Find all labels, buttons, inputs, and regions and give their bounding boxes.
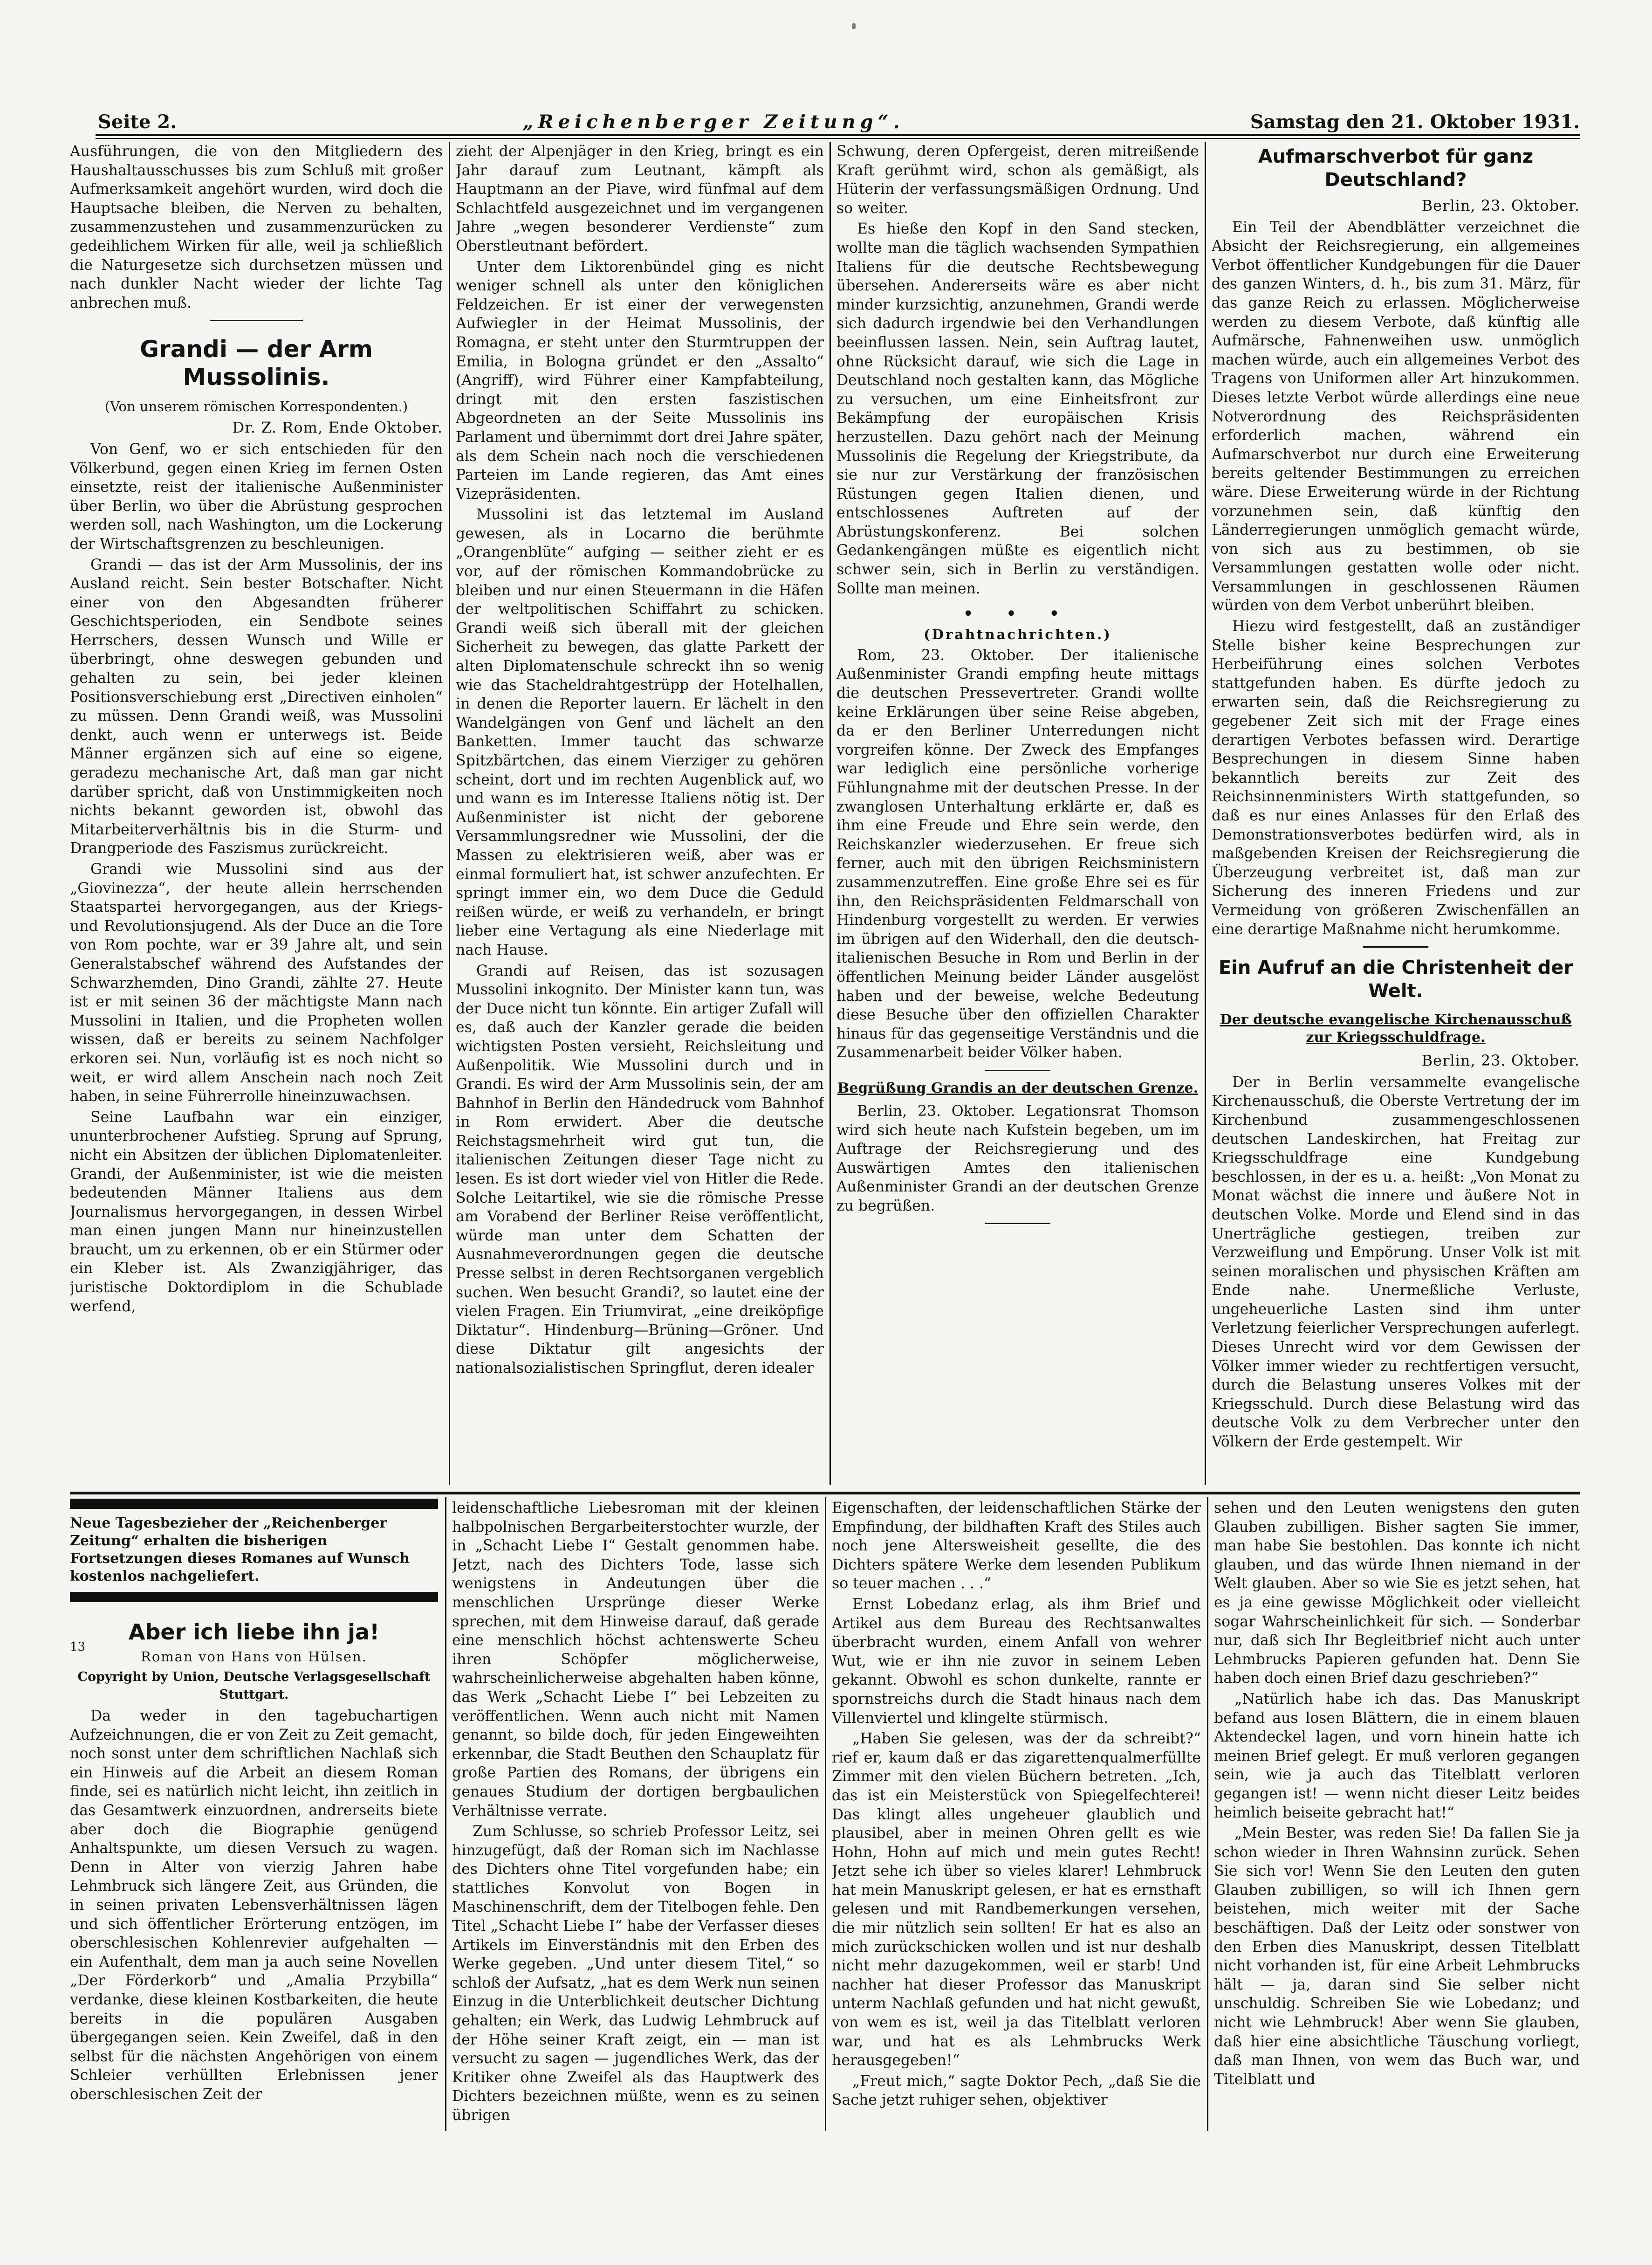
- novel-col1: [70, 1499, 438, 2133]
- column-divider: [445, 1497, 446, 2131]
- paragraph: Zum Schlusse, so schrieb Professor Leitz, sei hinzugefügt, daß der Roman sich im Nachlasse des Dichters ohne Titel vorgefunden habe; ein stattliches Konvolut von Bogen in Maschinenschrift, dem der Titelbogen fehle. Den Titel „Schacht Liebe I“ habe der Verfasser dieses Artikels im Einverständnis mit den Erben des Werke gegeben. „Und unter diesem Titel,“ so schloß der Aufsatz, „hat es dem Werk nun seinen Einzug in die Unterblichkeit deutscher Dichtung gehalten; ein Werk, das Ludwig Lehmbruck auf der Höhe seiner Kraft zeigt, ein — man ist versucht zu sagen — jugendliches Werk, das der Kritiker ohne Zweifel als das Hauptwerk des Dichters bezeichnen müßte, wenn es zu seinen übrigen: [452, 1823, 819, 2124]
- paragraph: „Mein Bester, was reden Sie! Da fallen Sie ja schon wieder in Ihren Wahnsinn zurück. Sehen Sie sich vor! Wenn Sie den Leuten den guten Glauben zubilligen, so will ich Ihnen gern beistehen, mich weiter mit der Sache beschäftigen. Daß der Leitz oder sonstwer von den Erben dies Manuskript, dessen Titelblatt nicht vorhanden ist, für eine Arbeit Lehmbrucks hält — ja, daran sind Sie selber nicht unschuldig. Schreiben Sie wie Lobedanz; und nicht wie Lehmbruck! Aber wenn Sie glauben, daß hier eine absichtliche Täuschung vorliegt, daß man Ihnen, von wem das Buch war, und Titelblatt und: [1214, 1825, 1580, 2088]
- paragraph: Seine Laufbahn war ein einziger, ununterbrochener Aufstieg. Sprung auf Sprung, nicht ein Absitzen der üblichen Diplomatenleiter. Grandi, der Außenminister, ist wie die meisten bedeutenden Männer Italiens aus dem Journalismus hervorgegangen, in dessen Wirbel man einen jungen Mann nur hineinzustellen braucht, um zu erkennen, ob er ein Stürmer oder ein Kleber ist. Als Zwanzigjähriger, das juristische Doktordiplom in die Schublade werfend,: [70, 1108, 443, 1315]
- header-rule: [96, 134, 1580, 136]
- column-divider: [1205, 142, 1206, 1485]
- novel-col4: [1214, 1499, 1580, 2133]
- paragraph: zieht der Alpenjäger in den Krieg, bringt es ein Jahr darauf zum Leutnant, kämpft als Hauptmann an der Piave, wird fünfmal auf dem Schlachtfeld ausgezeichnet und im vergangenen Jahre „wegen besonderer Verdienste“ zum Oberstleutnant befördert.: [456, 143, 824, 255]
- novel-header: [70, 1619, 438, 1654]
- headline-aufmarschverbot: Aufmarschverbot für ganz Deutschland?: [1258, 146, 1534, 191]
- paragraph: Schwung, deren Opfergeist, deren mitreißende Kraft gerühmt wird, schon als gemäßigt, als Hüterin der verfassungsmäßigen Ordnung. Und so weiter.: [836, 143, 1199, 217]
- wire-header: (Drahtnachrichten.): [924, 626, 1112, 642]
- subheadline-kirchenausschuss: Der deutsche evangelische Kirchenausschuß zur Kriegsschuldfrage.: [1220, 1012, 1572, 1046]
- paragraph: Mussolini ist das letztemal im Ausland gewesen, als in Locarno die berühmte „Orangenblüte“ aufging — seither zieht er es vor, auf der römischen Kommandobrücke zu bleiben und nur einen Steuermann in die Häfen der weltpolitischen Schiffahrt zu schicken. Grandi weiß sich überall mit der gleichen Sicherheit zu bewegen, das glatte Parkett der alten Diplomatenschule schreckt ihn so wenig wie das Stacheldrahtgestrüpp der Hotelhallen, in denen die Reporter lauern. Er lächelt in den Wandelgängen von Genf und lächelt an den Banketten. Immer taucht das schwarze Spitzbärtchen, das einem Vierziger zu gehören scheint, dort und im rechten Augenblick auf, wo und wann es im Interesse Italiens nötig ist. Der Außenminister ist nicht der geborene Versammlungsredner wie Mussolini, der die Massen zu elektrisieren weiß, aber was er einmal formuliert hat, ist schwer anzufechten. Er springt immer ein, wo dem Duce die Geduld reißen würde, er weiß zu verhandeln, er bringt lieber eine Vertagung als eine Niederlage mit nach Hause.: [456, 506, 824, 958]
- column-divider: [825, 1497, 826, 2131]
- subscription-notice: Neue Tagesbezieher der „Reichenberger Zeitung“ erhalten die bisherigen Fortsetzungen dieses Romanes auf Wunsch kostenlos nachgeliefert.: [70, 1515, 410, 1584]
- article-aufmarschverbot: [1212, 142, 1580, 1485]
- paper-mark: [852, 23, 856, 29]
- column-divider: [829, 142, 831, 1485]
- issue-date: Samstag den 21. Oktober 1931.: [1250, 111, 1580, 133]
- paragraph: Berlin, 23. Oktober. Legationsrat Thomson wird sich heute nach Kufstein begeben, um im Auftrage der Reichsregierung und des Auswärtigen Amtes den italienischen Außenminister Grandi an der deutschen Grenze zu begrüßen.: [836, 1102, 1199, 1214]
- paragraph: „Freut mich,“ sagte Doktor Pech, „daß Sie die Sache jetzt ruhiger sehen, objektiver: [832, 2072, 1201, 2109]
- paragraph: Ernst Lobedanz erlag, als ihm Brief und Artikel aus dem Bureau des Rechtsanwaltes überbracht wurden, einem Anfall von wehrer Wut, wie er ihn nie zuvor in seinem Leben gekannt. Obwohl es schon dunkelte, rannte er spornstreichs durch die Stadt hinaus nach dem Villenviertel und klingelte stürmisch.: [832, 1596, 1201, 1727]
- notice-bar: [70, 1592, 438, 1602]
- paragraph: Hiezu wird festgestellt, daß an zuständiger Stelle bisher keine Besprechungen zur Herbeiführung eines solchen Verbotes stattgefunden haben. Es dürfte jedoch zu erwarten sein, daß die Reichsregierung zu gegebener Zeit sich mit der Frage eines derartigen Verbotes befassen wird. Derartige Besprechungen in diesem Sinne haben bekanntlich bereits zur Zeit des Reichsinnenministers Wirth stattgefunden, so daß es nur eines Anlasses für den Erlaß des Demonstrationsverbotes bedürfen wird, als in maßgebenden Kreisen der Reichsregierung die Überzeugung verbreitet ist, daß man zur Sicherung des inneren Friedens und zur Vermeidung von größeren Zwischenfällen an eine derartige Maßnahme nicht herumkomme.: [1212, 618, 1580, 938]
- dateline: Berlin, 23. Oktober.: [1421, 197, 1580, 214]
- copyright-line: Copyright by Union, Deutsche Verlagsgesellschaft Stuttgart.: [77, 1670, 431, 1702]
- novel-title: Aber ich liebe ihn ja!: [128, 1619, 380, 1645]
- paragraph: sehen und den Leuten wenigstens den guten Glauben zubilligen. Bisher sagten Sie immer, man habe Sie bestohlen. Das konnte ich nicht glauben, und das würde Ihnen niemand in der Welt glauben. Aber so wie Sie es jetzt sehen, hat es ja eine gewisse Möglichkeit oder vielleicht sogar Wahrscheinlichkeit für sich. — Sonderbar nur, daß sich Ihr Begleitbrief nicht auch unter Lehmbrucks Papieren gefunden hat. Denn Sie haben doch einen Brief dazu geschrieben?“: [1214, 1500, 1580, 1687]
- separator: [1363, 946, 1428, 948]
- paragraph: Grandi wie Mussolini sind aus der „Giovinezza“, der heute allein herrschenden Staatspartei hervorgegangen, aus der Kriegs- und Revolutionsjugend. Als der Duce an die Tore von Rom pochte, war er 39 Jahre alt, und sein Generalstabschef während des Aufstandes der Schwarzhemden, Dino Grandi, zählte 27. Heute ist er mit seinen 36 der mächtigste Mann nach Mussolini in Italien, und die Propheten wollen wissen, daß er bereits zu seinem Nachfolger erkoren sei. Nun, vorläufig ist es noch nicht so weit, er wird allem Anschein nach noch Zeit haben, in seine Führerrolle hineinzuwachsen.: [70, 861, 443, 1105]
- paragraph: „Haben Sie gelesen, was der da schreibt?“ rief er, kaum daß er das zigarettenqualmerfüllte Zimmer mit den vielen Büchern betreten. „Ich, das ist ein Meisterstück von Spiegelfechterei! Das klingt alles ungeheuer glaublich und plausibel, aber in meinen Ohren gellt es wie Hohn, Hohn auf mich und mein gutes Recht! Jetzt sehe ich über so vieles klarer! Lehmbruck hat mein Manuskript gelesen, er hat es ernsthaft gelesen und mit Randbemerkungen versehen, die mir nützlich sein sollten! Er hat es also an mich zurückschicken wollen und ist nur deshalb nicht mehr dazugekommen, weil er starb! Und nachher hat dieser Professor das Manuskript unterm Nachlaß gefunden und hat nicht gewußt, von wem es ist, weil ja das Titelblatt verloren war, und hat es als Lehmbrucks Werk herausgegeben!“: [832, 1730, 1201, 2069]
- headline-grandi: Grandi — der Arm Mussolinis.: [140, 336, 373, 391]
- column-divider: [449, 142, 450, 1485]
- novel-col3: [832, 1499, 1201, 2133]
- dateline: Dr. Z. Rom, Ende Oktober.: [232, 419, 443, 437]
- byline: (Von unserem römischen Korrespondenten.): [104, 399, 408, 415]
- paragraph: Der in Berlin versammelte evangelische Kirchenausschuß, die Oberste Vertretung der im Kirchenbund zusammengeschlossenen deutschen Landeskirchen, hat Freitag zur Kriegsschuldfrage eine Kundgebung beschlossen, in der es u. a. heißt: „Von Monat zu Monat wächst die innere und äußere Not in deutschen Volke. Morde und Elend sind in das Unerträgliche gestiegen, treiben zur Verzweiflung und Empörung. Unser Volk ist mit seinen moralischen und physischen Kräften am Ende nahe. Unermeßliche Verluste, ungeheuerliche Lasten sind ihm unter Verletzung feierlicher Versprechungen auferlegt. Dieses Unrecht wird vor dem Gewissen der Völker immer wieder zu rechtfertigen versucht, durch die Belastung unseres Volkes mit der Kriegsschuld. Durch diese Belastung wird das deutsche Volk zu dem Verbrecher unter den Völkern der Erde gestempelt. Wir: [1212, 1074, 1580, 1451]
- headline-aufruf: Ein Aufruf an die Christenheit der Welt.: [1218, 957, 1573, 1002]
- column-divider: [1207, 1497, 1208, 2131]
- paragraph: leidenschaftliche Liebesroman mit der kleinen halbpolnischen Bergarbeiterstochter wurzle, der in „Schacht Liebe I“ Gestalt genommen habe. Jetzt, nach des Dichters Tode, lasse sich wenigstens in Andeutungen über die menschlichen Ursprünge dieser Werke sprechen, mit dem Hinweise darauf, daß gerade eine menschlich höchst achtenswerte Scheu ihren Schöpfer möglicherweise, wahrscheinlicherweise abgehalten haben könne, das Werk „Schacht Liebe I“ bei Lebzeiten zu veröffentlichen. Wenn auch nicht mit Namen genannt, so bilde doch, für jeden Eingeweihten erkennbar, die Stadt Beuthen den Schauplatz für große Partien des Romans, der übrigens ein genaues Studium der dortigen bergbaulichen Verhältnisse verrate.: [452, 1500, 819, 1819]
- installment-number: 13: [70, 1640, 86, 1654]
- separator: [210, 320, 303, 321]
- paragraph: Grandi auf Reisen, das ist sozusagen Mussolini inkognito. Der Minister kann tun, was der Duce nicht tun könnte. Ein artiger Zufall will es, daß auch der Kanzler gerade die beiden wichtigsten Posten versieht, Reichsleitung und Außenpolitik. Wie Mussolini durch und in Grandi. Es wird der Arm Mussolinis sein, der am Bahnhof in Berlin den Händedruck vom Bahnhof in Rom erwidert. Aber die deutsche Reichstagsmehrheit wird gut tun, die italienischen Zeitungen dieser Tage nicht zu lesen. Es ist dort wieder viel von Hitler die Rede. Solche Leitartikel, wie sie die römische Presse am Vorabend der Berliner Reise veröffentlicht, würde man unter dem Schatten der Ausnahmeverordnungen gegen die deutsche Presse selbst in deren Rechtsorganen vergeblich suchen. Wen besucht Grandi?, so lautet eine der vielen Fragen. Ein Triumvirat, „eine dreiköpfige Diktatur“. Hindenburg—Brüning—Gröner. Und diese Diktatur gilt angesichts der nationalsozialistischen Springflut, deren idealer: [456, 962, 824, 1377]
- novel-author: Roman von Hans von Hülsen.: [141, 1649, 367, 1665]
- article-grandi-col1: [70, 142, 443, 1485]
- paragraph: „Natürlich habe ich das. Das Manuskript befand aus losen Blättern, die in einem blauen Aktendeckel lagen, und vorn hinein hatte ich meinen Brief gelegt. Er muß verloren gegangen sein, wie ja auch das Titelblatt verloren gegangen ist! — wenn nicht dieser Leitz beides heimlich beiseite gebracht hat!“: [1214, 1690, 1580, 1821]
- novel-col2: [452, 1499, 819, 2133]
- separator: [985, 1223, 1050, 1224]
- paragraph: Von Genf, wo er sich entschieden für den Völkerbund, gegen einen Krieg im fernen Osten einsetzte, reist der italienische Außenminister über Berlin, wo über die Abrüstung gesprochen werden soll, nach Washington, um die Lockerung der Wirtschaftsgrenzen zu beschleunigen.: [70, 441, 443, 552]
- feuilleton-rule: [70, 1492, 1580, 1494]
- section-stars: • • •: [962, 603, 1073, 625]
- notice-bar: [70, 1499, 438, 1509]
- page-header: [98, 100, 1580, 133]
- paragraph: Da weder in den tagebuchartigen Aufzeichnungen, die er von Zeit zu Zeit gemacht, noch sonst unter dem schriftlichen Nachlaß sich ein Hinweis auf die Arbeit an diesem Roman finde, sei es natürlich nicht leicht, ihn zeitlich in das Gesamtwerk einzuordnen, andrerseits biete aber doch die Biographie genügend Anhaltspunkte, um diesen Versuch zu wagen. Denn in Alter von vierzig Jahren habe Lehmbruck sich längere Zeit, aus Gründen, die in seinen privaten Lebensverhältnissen lägen und sich öffentlicher Erörterung entzögen, im oberschlesischen Kohlenrevier aufgehalten — ein Aufenthalt, dem man ja auch seine Novellen „Der Förderkorb“ und „Amalia Przybilla“ verdanke, diese kleinen Kostbarkeiten, die heute bereits in die populären Ausgaben übergegangen seien. Kein Zweifel, daß in den selbst für die nächsten Angehörigen von einem Schleier verhüllten Erlebnissen jener oberschlesischen Zeit der: [70, 1707, 438, 2103]
- newspaper-name: „Reichenberger Zeitung“.: [522, 111, 905, 133]
- paragraph: Es hieße den Kopf in den Sand stecken, wollte man die täglich wachsenden Sympathien Italiens für die deutsche Rechtsbewegung übersehen. Andererseits wäre es aber nicht minder kurzsichtig, anzunehmen, Grandi werde sich dadurch irgendwie bei den Verhandlungen beeinflussen lassen. Nein, sein Auftrag lautet, ohne Rücksicht darauf, wie sich die Lage in Deutschland noch gestalten kann, das Mögliche zu versuchen, um eine Einheitsfront zur Bekämpfung der europäischen Krisis herzustellen. Dazu gehört nach der Meinung Mussolinis die Regelung der Kriegstribute, da sie nur zur Verstärkung der französischen Rüstungen gegen Italien dienen, und entschlossenes Auftreten auf der Abrüstungskonferenz. Bei solchen Gedankengängen müßte es eigentlich nicht schwer sein, sich in Berlin zu verständigen. Sollte man meinen.: [836, 220, 1199, 597]
- paragraph: Grandi — das ist der Arm Mussolinis, der ins Ausland reicht. Sein bester Botschafter. Nicht einer von den Abgesandten früherer Geschichtsperioden, ein Sendbote seines Herrschers, dessen Wunsch und Wille er überbringt, ohne deswegen gebunden und gehalten zu sein, bei jeder kleinen Positionsverschiebung erst „Directiven einholen“ zu müssen. Denn Grandi weiß, was Mussolini denkt, auch wenn er unterwegs ist. Beide Männer ergänzen sich auf eine so eigene, geradezu mechanische Art, daß man gar nicht darüber spricht, daß von Unstimmigkeiten noch nichts bekannt geworden ist, obwohl das Mitarbeiterverhältnis bis in die Sturm- und Drangperiode des Faszismus zurückreicht.: [70, 556, 443, 857]
- header-rule-thin: [96, 138, 1580, 139]
- article-grandi-col2: [456, 142, 824, 1485]
- article-grandi-col3: [836, 142, 1199, 1485]
- paragraph: Eigenschaften, der leidenschaftlichen Stärke der Empfindung, der bildhaften Kraft des Stiles auch noch jene Altersweisheit gesellte, die des Dichters spätere Werke dem lesenden Publikum so teuer machen . . .“: [832, 1500, 1201, 1592]
- paragraph: Ausführungen, die von den Mitgliedern des Haushaltausschusses bis zum Schluß mit großer Aufmerksamkeit angehört wurden, wird doch die Hauptsache bleiben, die Nerven zu behalten, zusammenzustehen und zusammenzurücken zu gedeihlichem Wirken für alle, weil ja schließlich die Naturgesetze sich durchsetzen müssen und nach dunkler Nacht wieder der lichte Tag anbrechen muß.: [70, 143, 443, 311]
- paragraph: Rom, 23. Oktober. Der italienische Außenminister Grandi empfing heute mittags die deutschen Pressevertreter. Grandi wollte keine Erklärungen über seine Reise abgeben, da er den Berliner Unterredungen nicht vorgreifen könne. Der Zweck des Empfanges war lediglich eine persönliche vorherige Fühlungnahme mit der deutschen Presse. In der zwanglosen Unterhaltung erklärte er, daß es ihm eine Freude und Ehre sein werde, den Reichskanzler wiederzusehen. Er freue sich ferner, auch mit den übrigen Reichsministern zusammenzutreffen. Eine große Ehre sei es für ihn, den Reichspräsidenten Feldmarschall von Hindenburg vorgestellt zu werden. Er verwies im übrigen auf den Widerhall, den die deutsch-italienischen Besuche in Rom und Berlin in der öffentlichen Meinung beider Länder ausgelöst haben und der beweise, welche Bedeutung diese Besuche über den offiziellen Charakter hinaus für das gegenseitige Verständnis und die Zusammenarbeit beider Völker haben.: [836, 647, 1199, 1061]
- page-number: Seite 2.: [98, 111, 177, 133]
- paragraph: Ein Teil der Abendblätter verzeichnet die Absicht der Reichsregierung, ein allgemeines Verbot öffentlicher Kundgebungen für die Dauer des ganzen Winters, d. h., bis zum 31. März, für das ganze Reich zu erlassen. Möglicherweise werden zu diesem Verbote, daß künftig alle Aufmärsche, Fahnenweihen usw. unmöglich machen würde, auch ein allgemeines Verbot des Tragens von Uniformen aller Art hinzukommen. Dieses letzte Verbot würde allerdings eine neue Notverordnung des Reichspräsidenten erforderlich machen, während ein Aufmarschverbot nur durch eine Erweiterung bereits geltender Bestimmungen zu erreichen wäre. Diese Erweiterung würde in der Richtung vorzunehmen sein, daß künftig den Länderregierungen unmöglich gemacht würde, von sich aus zu bestimmen, ob sie Versammlungen gestatten wolle oder nicht. Versammlungen in geschlossenen Räumen würden von dem Verbot unberührt bleiben.: [1212, 219, 1580, 614]
- dateline: Berlin, 23. Oktober.: [1421, 1052, 1580, 1070]
- headline-greeting: Begrüßung Grandis an der deutschen Grenze.: [837, 1080, 1199, 1096]
- paragraph: Unter dem Liktorenbündel ging es nicht weniger schnell als unter den königlichen Feldzeichen. Er ist einer der verwegensten Aufwiegler in der Heimat Mussolinis, der Romagna, er steht unter den Sturmtruppen der Emilia, in Bologna gründet er den „Assalto“ (Angriff), wird Führer einer Kampfabteilung, dringt mit den ersten faszistischen Abgeordneten an der Seite Mussolinis ins Parlament und übernimmt dort drei Jahre später, als dem Schein nach noch die verschiedenen Parteien im Lande regieren, das Amt eines Vizepräsidenten.: [456, 258, 824, 503]
- separator: [985, 1070, 1050, 1071]
